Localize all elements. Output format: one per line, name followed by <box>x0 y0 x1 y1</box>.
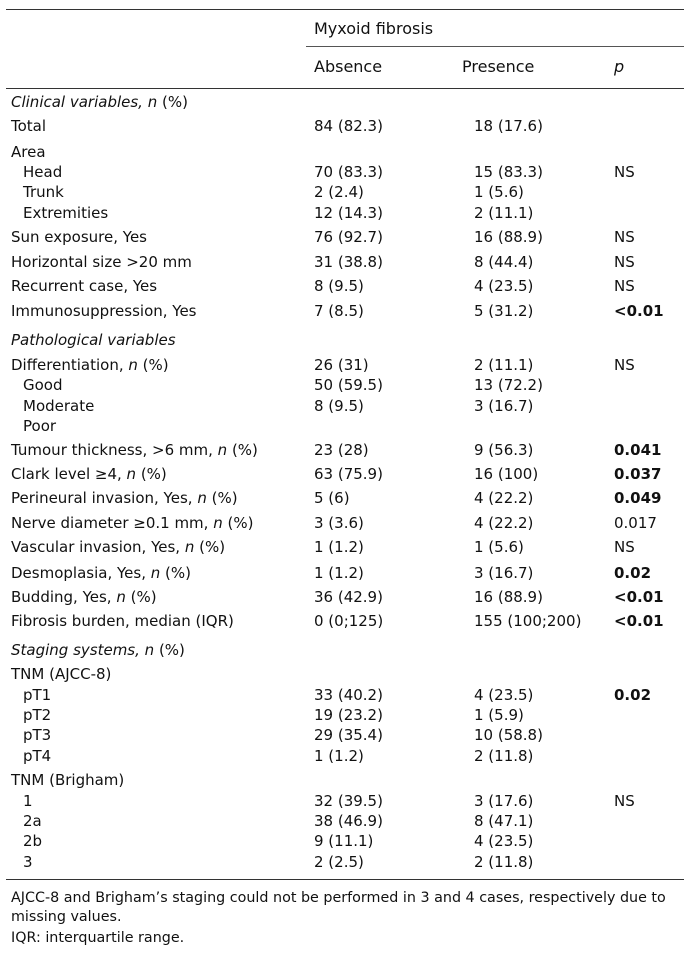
absence-cell: 50 (59.5) <box>314 376 383 394</box>
p-value-cell: 0.02 <box>614 564 652 582</box>
absence-cell: 19 (23.2) <box>314 706 383 724</box>
label-part: n <box>150 564 161 582</box>
row-label <box>11 513 253 533</box>
footnote-1: AJCC-8 and Brigham’s staging could not be performed in 3 and 4 cases, respectively due to missing values. <box>11 890 666 925</box>
label-part: (%) <box>125 588 157 606</box>
p-value-cell: NS <box>614 277 635 295</box>
label-part: Vascular invasion, Yes, <box>11 538 185 556</box>
footnote-2: IQR: interquartile range. <box>11 930 185 946</box>
row-label <box>11 488 238 508</box>
table-row <box>0 488 700 508</box>
absence-cell: 23 (28) <box>314 441 369 459</box>
p-value-cell: 0.02 <box>614 686 652 704</box>
label-part: (%) <box>137 356 169 374</box>
presence-cell: 18 (17.6) <box>474 117 543 135</box>
presence-cell: 4 (23.5) <box>474 686 534 704</box>
table-row <box>0 440 700 460</box>
absence-cell: 1 (1.2) <box>314 747 364 765</box>
presence-cell: 2 (11.8) <box>474 853 534 871</box>
label-part: n <box>126 465 137 483</box>
absence-cell: 63 (75.9) <box>314 465 383 483</box>
table-row <box>0 252 700 272</box>
row-label: pT3 <box>23 726 52 744</box>
p-value-cell: 0.041 <box>614 441 662 459</box>
absence-cell: 84 (82.3) <box>314 117 383 135</box>
row-label: pT2 <box>23 706 52 724</box>
table-row <box>0 276 700 296</box>
label-part: n <box>184 538 195 556</box>
presence-cell: 8 (47.1) <box>474 812 534 830</box>
absence-cell: 26 (31) <box>314 356 369 374</box>
label-part: n <box>217 441 228 459</box>
label-part: n <box>197 489 207 507</box>
row-label: Recurrent case, Yes <box>11 277 158 295</box>
absence-cell: 33 (40.2) <box>314 686 383 704</box>
row-label: 2b <box>23 832 43 850</box>
row-label: Good <box>23 376 63 394</box>
absence-cell: 8 (9.5) <box>314 277 364 295</box>
presence-cell: 16 (100) <box>474 465 539 483</box>
label-part: Perineural invasion, Yes, <box>11 489 198 507</box>
absence-cell: 3 (3.6) <box>314 514 364 532</box>
p-value-cell: NS <box>614 792 635 810</box>
presence-cell: 2 (11.1) <box>474 204 534 222</box>
row-label: 2a <box>23 812 42 830</box>
label-part: Staging systems, <box>11 641 145 659</box>
row-label <box>11 440 258 460</box>
row-label <box>11 563 191 583</box>
absence-cell: 5 (6) <box>314 489 350 507</box>
section-label <box>11 92 188 112</box>
row-label: Sun exposure, Yes <box>11 228 147 246</box>
presence-cell: 155 (100;200) <box>474 612 582 630</box>
label-part: n <box>116 588 126 606</box>
presence-cell: 16 (88.9) <box>474 588 543 606</box>
row-label: TNM (Brigham) <box>11 771 125 789</box>
section-header-row <box>0 330 700 350</box>
group-header: Myxoid fibrosis <box>314 19 434 38</box>
label-part: Nerve diameter ≥0.1 mm, <box>11 514 214 532</box>
table-row <box>0 664 700 684</box>
label-part: Tumour thickness, >6 mm, <box>11 441 218 459</box>
row-label: Total <box>11 117 47 135</box>
label-part: Clinical variables, <box>11 93 148 111</box>
label-part: (%) <box>222 514 254 532</box>
table-row <box>0 116 700 136</box>
absence-cell: 31 (38.8) <box>314 253 383 271</box>
p-value-cell: NS <box>614 253 635 271</box>
presence-cell: 1 (5.6) <box>474 538 524 556</box>
presence-cell: 2 (11.8) <box>474 747 534 765</box>
label-part: Pathological variables <box>11 331 176 349</box>
presence-cell: 8 (44.4) <box>474 253 534 271</box>
table-row <box>0 791 700 811</box>
absence-cell: 0 (0;125) <box>314 612 384 630</box>
table-row <box>0 685 700 705</box>
row-label: Trunk <box>23 183 64 201</box>
col-header-p: p <box>614 57 625 76</box>
row-label: Area <box>11 143 46 161</box>
label-part: (%) <box>154 641 185 659</box>
p-value-cell: <0.01 <box>614 612 664 630</box>
table-row <box>0 563 700 583</box>
row-label <box>11 537 225 557</box>
label-part: n <box>213 514 223 532</box>
label-part: n <box>144 641 155 659</box>
table-bottom-rule <box>6 879 684 880</box>
absence-cell: 7 (8.5) <box>314 302 364 320</box>
presence-cell: 9 (56.3) <box>474 441 534 459</box>
section-header-row <box>0 640 700 660</box>
presence-cell: 3 (16.7) <box>474 397 534 415</box>
presence-cell: 2 (11.1) <box>474 356 534 374</box>
table-row <box>0 513 700 533</box>
label-part: (%) <box>227 441 258 459</box>
table-row <box>0 416 700 436</box>
table-row <box>0 227 700 247</box>
presence-cell: 3 (16.7) <box>474 564 534 582</box>
table-row <box>0 811 700 831</box>
p-value-cell: <0.01 <box>614 302 664 320</box>
presence-cell: 13 (72.2) <box>474 376 543 394</box>
table-row <box>0 396 700 416</box>
row-label: Moderate <box>23 397 95 415</box>
section-label <box>11 330 176 350</box>
label-part: (%) <box>157 93 188 111</box>
p-value-cell: NS <box>614 538 635 556</box>
row-label: Extremities <box>23 204 109 222</box>
row-label: 3 <box>23 853 33 871</box>
presence-cell: 10 (58.8) <box>474 726 543 744</box>
table-row <box>0 705 700 725</box>
p-value-cell: 0.017 <box>614 514 657 532</box>
absence-cell: 32 (39.5) <box>314 792 383 810</box>
col-header-presence: Presence <box>462 57 535 76</box>
p-value-cell: NS <box>614 228 635 246</box>
label-part: Budding, Yes, <box>11 588 117 606</box>
row-label: Head <box>23 163 63 181</box>
presence-cell: 4 (23.5) <box>474 277 534 295</box>
table-row <box>0 182 700 202</box>
label-part: (%) <box>160 564 191 582</box>
table-row <box>0 464 700 484</box>
absence-cell: 9 (11.1) <box>314 832 374 850</box>
label-part: Clark level ≥4, <box>11 465 127 483</box>
presence-cell: 1 (5.6) <box>474 183 524 201</box>
table-row <box>0 301 700 321</box>
table-row <box>0 203 700 223</box>
absence-cell: 1 (1.2) <box>314 564 364 582</box>
table-row <box>0 831 700 851</box>
label-part: n <box>147 93 158 111</box>
group-underline <box>306 46 684 47</box>
absence-cell: 38 (46.9) <box>314 812 383 830</box>
p-value-cell: NS <box>614 356 635 374</box>
table-row <box>0 852 700 872</box>
row-label: Fibrosis burden, median (IQR) <box>11 612 234 630</box>
presence-cell: 5 (31.2) <box>474 302 534 320</box>
row-label <box>11 587 157 607</box>
absence-cell: 12 (14.3) <box>314 204 383 222</box>
row-label: Horizontal size >20 mm <box>11 253 192 271</box>
table-row <box>0 725 700 745</box>
absence-cell: 2 (2.4) <box>314 183 364 201</box>
label-part: Differentiation, <box>11 356 129 374</box>
row-label: 1 <box>23 792 33 810</box>
row-label <box>11 355 169 375</box>
absence-cell: 76 (92.7) <box>314 228 383 246</box>
presence-cell: 1 (5.9) <box>474 706 524 724</box>
presence-cell: 15 (83.3) <box>474 163 543 181</box>
table-row <box>0 375 700 395</box>
presence-cell: 3 (17.6) <box>474 792 534 810</box>
absence-cell: 36 (42.9) <box>314 588 383 606</box>
label-part: (%) <box>136 465 167 483</box>
table-row <box>0 587 700 607</box>
table-row <box>0 355 700 375</box>
label-part: (%) <box>206 489 238 507</box>
absence-cell: 70 (83.3) <box>314 163 383 181</box>
row-label: Poor <box>23 417 57 435</box>
row-label: TNM (AJCC-8) <box>11 665 112 683</box>
presence-cell: 16 (88.9) <box>474 228 543 246</box>
label-part: Desmoplasia, Yes, <box>11 564 151 582</box>
table-row <box>0 611 700 631</box>
table-row <box>0 142 700 162</box>
absence-cell: 8 (9.5) <box>314 397 364 415</box>
p-value-cell: <0.01 <box>614 588 664 606</box>
row-label: pT4 <box>23 747 52 765</box>
absence-cell: 2 (2.5) <box>314 853 364 871</box>
row-label: pT1 <box>23 686 52 704</box>
table-top-rule <box>6 9 684 10</box>
absence-cell: 1 (1.2) <box>314 538 364 556</box>
presence-cell: 4 (22.2) <box>474 514 534 532</box>
p-value-cell: 0.049 <box>614 489 662 507</box>
p-value-cell: 0.037 <box>614 465 662 483</box>
table-row <box>0 770 700 790</box>
table-row <box>0 746 700 766</box>
header-bottom-rule <box>6 88 684 89</box>
presence-cell: 4 (22.2) <box>474 489 534 507</box>
table-row <box>0 537 700 557</box>
table-row <box>0 162 700 182</box>
row-label <box>11 464 167 484</box>
p-value-cell: NS <box>614 163 635 181</box>
absence-cell: 29 (35.4) <box>314 726 383 744</box>
label-part: (%) <box>194 538 226 556</box>
section-header-row <box>0 92 700 112</box>
section-label <box>11 640 185 660</box>
col-header-absence: Absence <box>314 57 383 76</box>
label-part: n <box>128 356 138 374</box>
presence-cell: 4 (23.5) <box>474 832 534 850</box>
row-label: Immunosuppression, Yes <box>11 302 197 320</box>
